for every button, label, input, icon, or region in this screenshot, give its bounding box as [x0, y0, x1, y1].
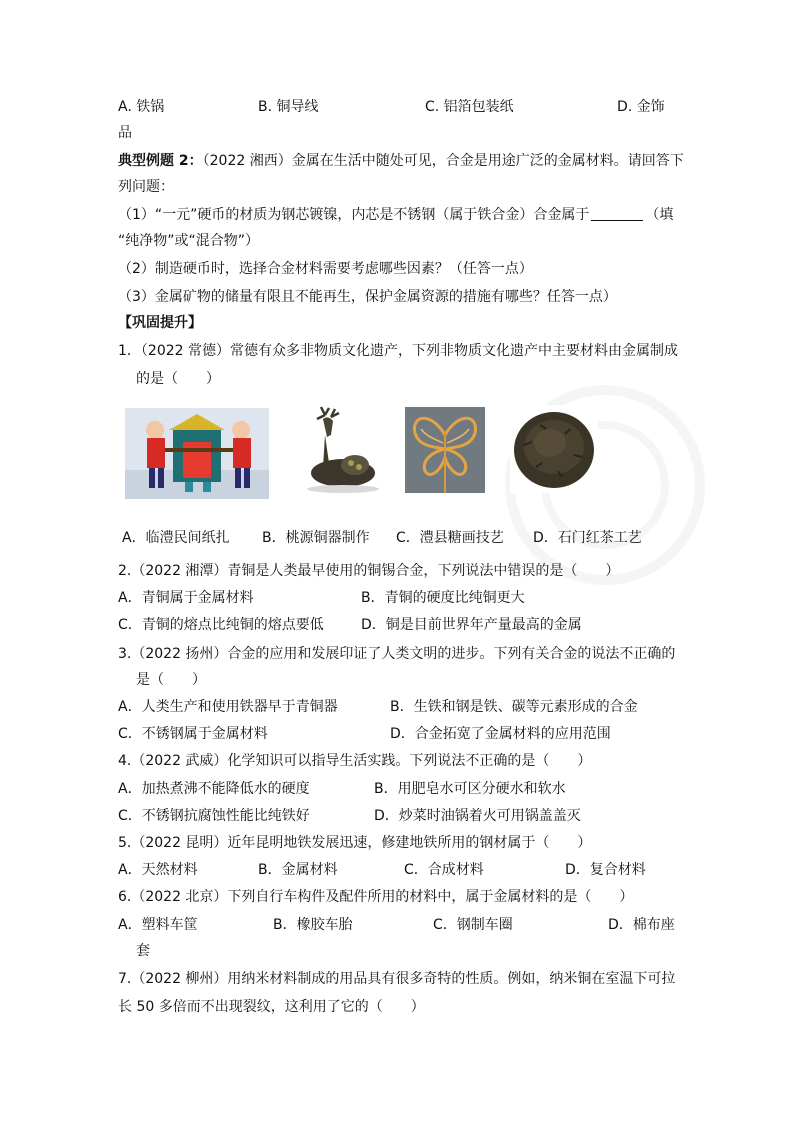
q4-option-c: C．不锈钢抗腐蚀性能比纯铁好 — [118, 808, 310, 824]
q4-option-a: A．加热煮沸不能降低水的硬度 — [118, 781, 310, 797]
option-b: B. 铜导线 — [258, 99, 319, 115]
bronze-deer-image — [295, 405, 385, 497]
option-d: D. 金饰 — [617, 99, 665, 115]
answer-blank[interactable] — [591, 206, 643, 221]
example-2-sub2: （2）制造硬币时，选择合金材料需要考虑哪些因素？（任答一点） — [118, 261, 533, 277]
example-2-line1 — [118, 151, 684, 171]
q4-stem: 4.（2022 武威）化学知识可以指导生活实践。下列说法不正确的是（ ） — [118, 753, 592, 769]
q3-stem-line1: 3.（2022 扬州）合金的应用和发展印证了人类文明的进步。下列有关合金的说法不正确的 — [118, 646, 676, 662]
example-2-sub1-wrap: “纯净物”或“混合物”） — [118, 233, 260, 249]
section-title: 【巩固提升】 — [118, 315, 202, 331]
q1-option-b: B．桃源铜器制作 — [262, 530, 370, 546]
sugar-butterfly-image — [405, 407, 485, 493]
q6-option-d-wrap: 套 — [136, 943, 150, 959]
example-2-sub3: （3）金属矿物的储量有限且不能再生，保护金属资源的措施有哪些？任答一点） — [118, 289, 617, 305]
q2-stem: 2.（2022 湘潭）青铜是人类最早使用的铜锡合金，下列说法中错误的是（ ） — [118, 563, 620, 579]
q6-option-c: C．钢制车圈 — [433, 917, 513, 933]
q5-option-d: D．复合材料 — [565, 862, 646, 878]
example-2-label: 典型例题 2： — [118, 153, 203, 169]
q5-option-a: A．天然材料 — [118, 862, 198, 878]
q4-option-b: B．用肥皂水可区分硬水和软水 — [374, 781, 566, 797]
q7-stem-line2: 长 50 多倍而不出现裂纹，这利用了它的（ ） — [118, 999, 425, 1015]
q4-option-d: D．炒菜时油锅着火可用锅盖盖灭 — [374, 808, 581, 824]
q7-stem-line1: 7.（2022 柳州）用纳米材料制成的用品具有很多奇特的性质。例如，纳米铜在室温下可拉 — [118, 971, 676, 987]
sub1-text: （1）“一元”硬币的材质为钢芯镀镍，内芯是不锈钢（属于铁合金）合金属于 — [118, 207, 590, 223]
q2-option-b: B．青铜的硬度比纯铜更大 — [361, 590, 525, 606]
example-2-line2: 列问题： — [118, 179, 174, 195]
option-c: C. 铝箔包装纸 — [425, 99, 514, 115]
q3-option-a: A．人类生产和使用铁器早于青铜器 — [118, 699, 338, 715]
sub1-tail: （填 — [645, 207, 674, 223]
q6-option-d: D．棉布座 — [608, 917, 675, 933]
q3-option-c: C．不锈钢属于金属材料 — [118, 726, 268, 742]
option-a: A. 铁锅 — [118, 99, 165, 115]
q6-option-b: B．橡胶车胎 — [273, 917, 353, 933]
q2-option-a: A．青铜属于金属材料 — [118, 590, 254, 606]
example-2-sub1 — [118, 205, 673, 225]
black-tea-image — [510, 405, 598, 493]
example-2-text: （2022 湘西）金属在生活中随处可见，合金是用途广泛的金属材料。请回答下 — [202, 153, 684, 169]
paper-sedan-image — [125, 408, 269, 499]
option-d-wrap: 品 — [118, 125, 132, 141]
q1-stem-line1: 1．（2022 常德）常德有众多非物质文化遗产，下列非物质文化遗产中主要材料由金属制成 — [118, 343, 678, 359]
q3-option-b: B．生铁和钢是铁、碳等元素形成的合金 — [390, 699, 638, 715]
q6-stem: 6.（2022 北京）下列自行车构件及配件所用的材料中，属于金属材料的是（ ） — [118, 889, 634, 905]
q5-option-c: C．合成材料 — [404, 862, 484, 878]
q3-stem-line2: 是（ ） — [136, 672, 206, 688]
q2-option-d: D．铜是目前世界年产量最高的金属 — [361, 617, 582, 633]
q3-option-d: D．合金拓宽了金属材料的应用范围 — [390, 726, 611, 742]
q1-option-d: D．石门红茶工艺 — [533, 530, 642, 546]
q5-stem: 5.（2022 昆明）近年昆明地铁发展迅速，修建地铁所用的钢材属于（ ） — [118, 835, 592, 851]
q5-option-b: B．金属材料 — [258, 862, 338, 878]
q1-option-a: A．临澧民间纸扎 — [122, 530, 230, 546]
q1-stem-line2: 的是（ ） — [136, 371, 220, 387]
q1-option-c: C．澧县糖画技艺 — [396, 530, 504, 546]
q6-option-a: A．塑料车筐 — [118, 917, 198, 933]
q2-option-c: C．青铜的熔点比纯铜的熔点要低 — [118, 617, 324, 633]
